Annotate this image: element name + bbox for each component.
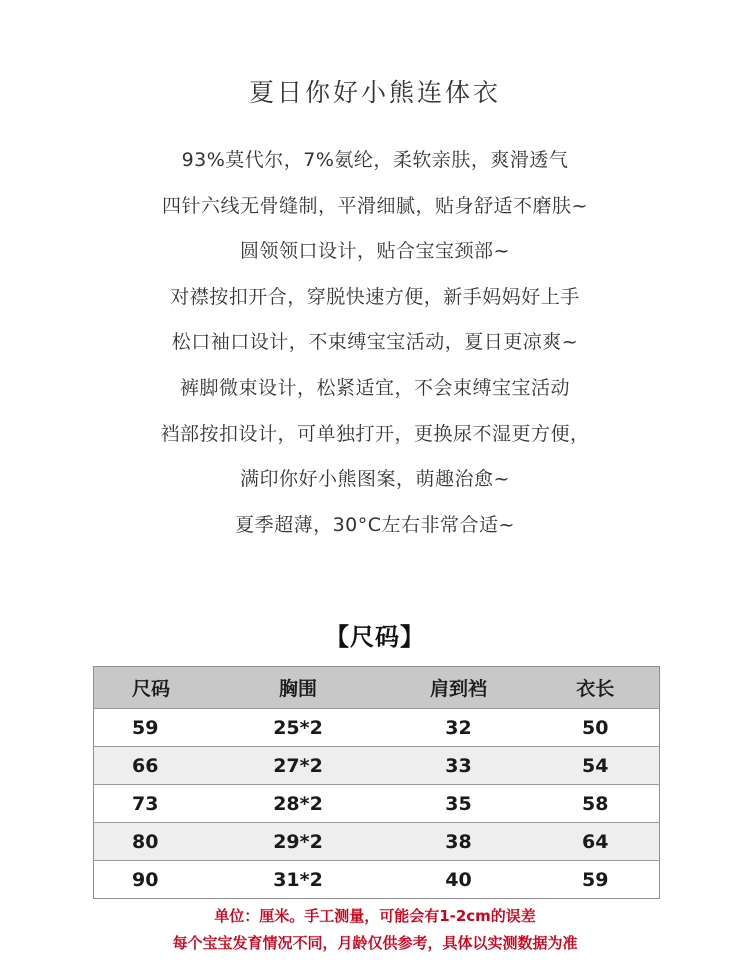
feature-item: 裤脚微束设计，松紧适宜，不会束缚宝宝活动 (179, 376, 570, 399)
cell-length: 58 (582, 792, 609, 815)
cell-chest: 27*2 (273, 754, 323, 777)
cell-chest: 25*2 (273, 716, 323, 739)
cell-size: 66 (132, 754, 159, 777)
header-chest: 胸围 (278, 678, 317, 700)
table-row (94, 861, 660, 899)
disclaimer-note: 每个宝宝发育情况不同，月龄仅供参考，具体以实测数据为准 (172, 934, 578, 952)
cell-size: 90 (132, 868, 159, 891)
feature-item: 四针六线无骨缝制，平滑细腻，贴身舒适不磨肤~ (162, 194, 588, 217)
cell-shoulder: 32 (445, 716, 472, 739)
unit-note: 单位：厘米。手工测量，可能会有1-2cm的误差 (214, 907, 536, 925)
product-title: 夏日你好小熊连体衣 (248, 78, 501, 107)
cell-length: 59 (582, 868, 609, 891)
feature-item: 松口袖口设计，不束缚宝宝活动，夏日更凉爽~ (171, 331, 579, 354)
size-table (93, 666, 660, 899)
cell-length: 54 (582, 754, 609, 777)
cell-length: 64 (582, 830, 609, 853)
cell-length: 50 (582, 716, 609, 739)
feature-item: 裆部按扣设计，可单独打开，更换尿不湿更方便， (160, 422, 590, 445)
table-row (94, 785, 660, 823)
header-length: 衣长 (576, 678, 615, 700)
feature-item: 圆领领口设计，贴合宝宝颈部~ (240, 240, 510, 263)
header-shoulder-to-crotch: 肩到裆 (429, 678, 487, 700)
feature-item: 夏季超薄，30°C左右非常合适~ (235, 513, 515, 536)
cell-chest: 28*2 (273, 792, 323, 815)
cell-size: 73 (132, 792, 159, 815)
table-header-row (94, 667, 660, 709)
cell-chest: 29*2 (273, 830, 323, 853)
feature-list (0, 143, 750, 553)
cell-size: 80 (132, 830, 159, 853)
header-size: 尺码 (132, 678, 171, 700)
cell-shoulder: 33 (445, 754, 472, 777)
cell-size: 59 (132, 716, 159, 739)
cell-shoulder: 40 (445, 868, 472, 891)
cell-chest: 31*2 (273, 868, 323, 891)
table-row (94, 823, 660, 861)
cell-shoulder: 38 (445, 830, 472, 853)
table-row (94, 709, 660, 747)
size-section-heading: 【尺码】 (325, 623, 425, 651)
feature-item: 满印你好小熊图案，萌趣治愈~ (240, 468, 510, 491)
feature-item: 93%莫代尔，7%氨纶，柔软亲肤，爽滑透气 (181, 149, 569, 171)
cell-shoulder: 35 (445, 792, 472, 815)
table-row (94, 747, 660, 785)
feature-item: 对襟按扣开合，穿脱快速方便，新手妈妈好上手 (170, 285, 580, 308)
